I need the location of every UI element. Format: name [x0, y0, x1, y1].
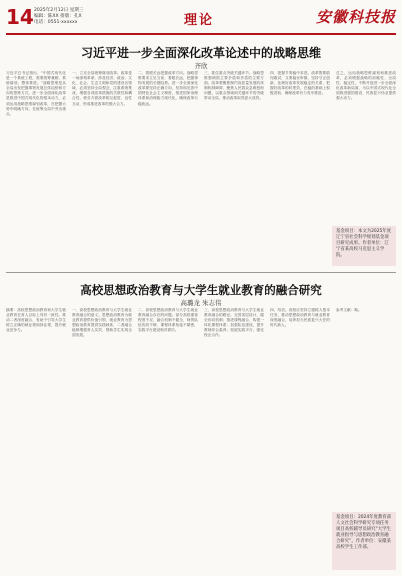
- meta-phone: 电话：0551-xxxxxx: [34, 20, 78, 25]
- article2-author: 高璐龙 朱志伟: [180, 299, 222, 307]
- article2-column: 一、高校思想政治教育与大学生就业教育融合的意义。思想政治教育为就业教育提供价值引领，就业教育为思想政治教育提供实践载体，二者融合能够增强育人实效，帮助学生实现全面发展。: [72, 308, 132, 338]
- article1-column: 总之，运用战略思维谋划和推进改革，必须增强战略的前瞻性、全局性、稳定性，不断开创进一步全面深化改革新局面，为以中国式现代化全面推进强国建设、民族复兴伟业提供强大动力。: [336, 71, 396, 101]
- article2-fund-note: 基金项目：2024年度教育部人文社会科学研究专项任务项目高校辅导员研究“大学生就业指导与思想政治教育融合研究”。作者单位：安徽某高校学生工作部。: [332, 512, 396, 570]
- meta-date: 2025年2月12日 星期三: [34, 8, 84, 13]
- article2-title: 高校思想政治教育与大学生就业教育的融合研究: [80, 283, 322, 297]
- page-header: [6, 6, 396, 32]
- issue-meta: [34, 8, 83, 26]
- article2-column: 三、高校思想政治教育与大学生就业教育融合的路径。完善顶层设计，健全协同机制；推进课程融合，构建一体化课程体系；加强队伍建设，提升教师综合素养；拓展实践平台，强化校企合作。: [204, 308, 264, 338]
- article1-column: 二、着眼长远把握改革方向。战略思维要求立足当前、着眼长远，把握事物发展的长期趋势。进一步全面深化改革要坚持正确方向，坚持和完善中国特色社会主义制度，推进国家治理体系和治理能力现代化，确保改革行稳致远。: [138, 71, 198, 106]
- article1-column: 习近平总书记指出，“中国式现代化是一个系统工程，需要统筹兼顾、系统谋划、整体推进。”战略思维是从全局出发把握事物发展总体趋势和方向的思维方式。进一步全面深化改革是推进中国式现代化的根本动力，必须运用战略思维谋划改革，在把握大势中明确方向，在统筹全局中突出重点。: [6, 71, 66, 116]
- article1-title: 习近平进一步全面深化改革论述中的战略思维: [80, 46, 321, 60]
- article2-column: 四、结语。高校应坚持立德树人根本任务，推动思想政治教育与就业教育深度融合，培养担当民族复兴大任的时代新人。: [270, 308, 330, 328]
- article1-column: 一、立足全局统筹谋划改革。改革是一场深刻革命，涉及经济、政治、文化、社会、生态文明和党的建设各领域，必须坚持全局观念，注重系统集成，增强各项改革措施的关联性和耦合性，使各方面改革相互促进、良性互动，形成推进改革的强大合力。: [72, 71, 132, 106]
- article1-column: 三、抓住重点突破关键环节。战略思维强调抓主要矛盾和矛盾的主要方面。改革要聚焦制约高质量发展的体制机制障碍，聚焦人民群众急难愁盼问题，以重点领域和关键环节的突破带动全局，推动改革取得更大成效。: [204, 71, 264, 101]
- article1-column: 四、把握节奏稳中求进。改革既要敢闯敢试，又要稳妥审慎，坚持守正创新，处理好改革发展稳定的关系，把握好改革的时度效，在稳的基础上积极进取，确保改革有力有序推进。: [270, 71, 330, 96]
- header-rule: [6, 33, 396, 35]
- article2-column: 摘要：高校思想政治教育和大学生就业教育在育人目标上具有一致性。推动二者深度融合，有助于引导大学生树立正确的就业观和择业观，提升就业竞争力。: [6, 308, 66, 333]
- section-title: 理论: [184, 13, 215, 28]
- article2-column: 参考文献：略。: [336, 308, 362, 312]
- article1-fund-note: 基金项目：本文为2025年度辽宁省社会科学规划基金项目研究成果。作者单位：辽宁省某高校马克思主义学院。: [332, 226, 396, 266]
- article-divider: [6, 272, 396, 273]
- article1-author: 齐欣: [194, 62, 208, 70]
- page-number: 14: [6, 5, 34, 29]
- masthead-logo: 安徽科技报: [315, 8, 396, 26]
- article2-column: 二、高校思想政治教育与大学生就业教育融合存在的问题。部分高校重视程度不足，融合机制不健全，师资队伍协同不够，课程体系衔接不紧密，实践平台建设相对滞后。: [138, 308, 198, 333]
- meta-editor: 编辑：陈XX 排版：孔X: [34, 14, 82, 19]
